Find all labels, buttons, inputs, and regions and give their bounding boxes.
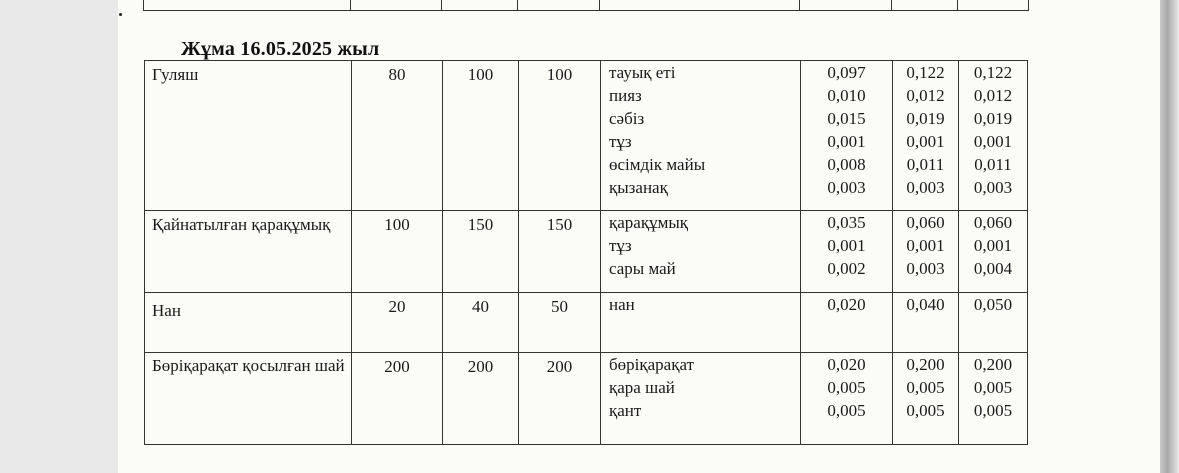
portion-cell: 100 [352,211,443,293]
amount: 0,097 [827,63,866,82]
amount-cell [959,353,1028,445]
amount: 0,011 [974,155,1012,174]
portion-cell: 200 [519,353,601,445]
page-mark [119,13,122,16]
amount: 0,005 [906,401,945,420]
ingredient: нан [609,295,635,314]
amount: 0,010 [827,86,866,105]
amount: 0,060 [973,213,1013,232]
amount: 0,005 [906,378,945,397]
ingredient: тауық еті [609,63,676,82]
amount: 0,060 [906,213,945,232]
day-heading: Жұма 16.05.2025 жыл [181,38,380,60]
dish-name: Гуляш [145,61,352,211]
table-row [145,293,1028,353]
ingredient: қарақұмық [609,213,689,232]
amount: 0,122 [906,63,945,82]
amount-cell [801,211,893,293]
amount: 0,040 [906,295,945,314]
ingredients-cell [601,353,801,445]
amount: 0,050 [973,295,1013,314]
amount: 0,035 [827,213,866,232]
amount: 0,001 [973,236,1013,255]
amount: 0,015 [827,109,866,128]
amount-cell [893,353,959,445]
amount-cell [893,293,959,353]
amount: 0,001 [827,236,866,255]
menu-table [144,60,1028,445]
ingredients-cell [601,61,801,211]
amount: 0,002 [827,259,866,278]
dish-name: Қайнатылған қарақұмық [145,211,352,293]
portion-cell: 40 [443,293,519,353]
amount-cell [959,61,1028,211]
ingredient: қара шай [609,378,675,397]
portion-cell: 100 [519,61,601,211]
ingredient: қызанақ [609,178,668,197]
portion-cell: 150 [443,211,519,293]
amount: 0,200 [906,355,945,374]
ingredient: қант [609,401,642,420]
amount-cell [959,293,1028,353]
amount: 0,003 [973,178,1013,197]
dish-name: Нан [145,293,352,353]
amount-cell [801,293,893,353]
amount: 0,003 [906,259,945,278]
amount: 0,001 [906,132,945,151]
table-row [145,61,1028,211]
previous-table-bottom [143,0,1029,11]
amount-cell [801,61,893,211]
amount: 0,004 [973,259,1013,278]
amount: 0,012 [973,86,1013,105]
amount-cell [959,211,1028,293]
ingredient: өсімдік майы [609,155,706,174]
amount-cell [893,61,959,211]
ingredient: тұз [609,236,632,255]
table-row [145,211,1028,293]
amount: 0,001 [973,132,1013,151]
amount-cell [801,353,893,445]
table-row [145,353,1028,445]
amount: 0,008 [827,155,866,174]
ingredient: тұз [609,132,632,151]
amount: 0,005 [827,378,866,397]
portion-cell: 80 [352,61,443,211]
portion-cell: 20 [352,293,443,353]
amount: 0,001 [906,236,945,255]
amount: 0,020 [827,355,866,374]
page-edge-shadow [1160,0,1179,473]
amount: 0,019 [973,109,1013,128]
amount: 0,012 [906,86,945,105]
amount: 0,003 [906,178,945,197]
amount-cell [893,211,959,293]
amount: 0,001 [827,132,866,151]
amount: 0,122 [973,63,1013,82]
dish-name: Бөріқарақат қосылған шай [145,353,352,445]
amount: 0,005 [827,401,866,420]
ingredient: сары май [609,259,676,278]
portion-cell: 150 [519,211,601,293]
amount: 0,005 [973,401,1013,420]
amount: 0,019 [906,109,945,128]
portion-cell: 200 [443,353,519,445]
amount: 0,200 [973,355,1013,374]
amount: 0,011 [906,155,945,174]
ingredient: пияз [609,86,642,105]
ingredients-cell [601,211,801,293]
ingredient: сәбіз [609,109,645,128]
amount: 0,005 [973,378,1013,397]
amount: 0,020 [827,295,866,314]
portion-cell: 200 [352,353,443,445]
ingredients-cell [601,293,801,353]
portion-cell: 50 [519,293,601,353]
portion-cell: 100 [443,61,519,211]
amount: 0,003 [827,178,866,197]
ingredient: бөріқарақат [609,355,695,374]
